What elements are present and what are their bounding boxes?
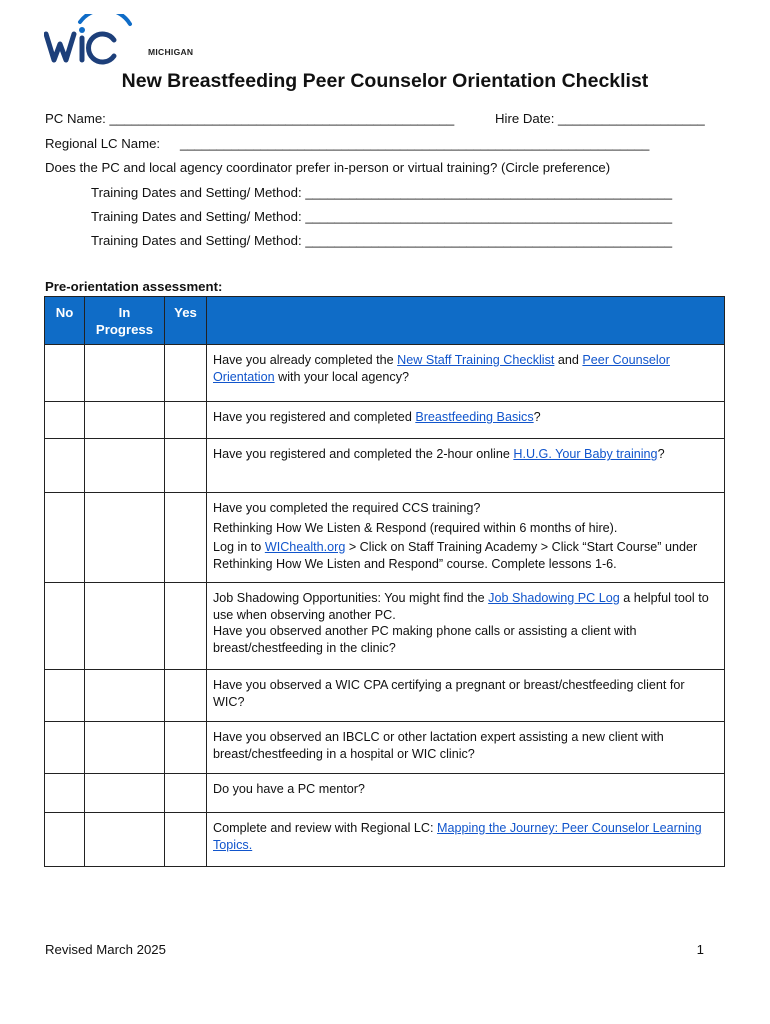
question-cell bbox=[207, 813, 725, 867]
header-in-progress-line-1: In bbox=[118, 305, 131, 320]
hire-date-field[interactable]: ____________________ bbox=[558, 111, 705, 126]
header-question bbox=[207, 297, 725, 345]
yes-checkbox-cell[interactable] bbox=[165, 670, 207, 722]
no-checkbox-cell[interactable] bbox=[45, 774, 85, 813]
question-cell bbox=[207, 583, 725, 670]
in-progress-checkbox-cell[interactable] bbox=[85, 774, 165, 813]
revised-date: Revised March 2025 bbox=[45, 942, 166, 957]
in-progress-checkbox-cell[interactable] bbox=[85, 583, 165, 670]
header-no: No bbox=[45, 297, 85, 345]
no-checkbox-cell[interactable] bbox=[45, 439, 85, 493]
question-text bbox=[213, 539, 718, 572]
in-progress-checkbox-cell[interactable] bbox=[85, 402, 165, 439]
training-label: Training Dates and Setting/ Method: bbox=[91, 185, 302, 200]
question-cell bbox=[207, 345, 725, 402]
in-progress-checkbox-cell[interactable] bbox=[85, 670, 165, 722]
question-cell: Have you observed a WIC CPA certifying a pregnant or breast/chestfeeding client for WIC? bbox=[207, 670, 725, 722]
question-text: Have you registered and completed bbox=[213, 410, 416, 424]
no-checkbox-cell[interactable] bbox=[45, 813, 85, 867]
no-checkbox-cell[interactable] bbox=[45, 402, 85, 439]
no-checkbox-cell[interactable] bbox=[45, 493, 85, 583]
training-line bbox=[91, 233, 672, 248]
in-progress-checkbox-cell[interactable] bbox=[85, 722, 165, 774]
yes-checkbox-cell[interactable] bbox=[165, 345, 207, 402]
question-text: ? bbox=[533, 410, 541, 424]
job-shadowing-pc-log-link[interactable]: Job Shadowing PC Log bbox=[488, 591, 620, 605]
question-text: Have you registered and completed the 2-hour online bbox=[213, 447, 514, 461]
question-text: Rethinking How We Listen & Respond (required within 6 months of hire). bbox=[213, 520, 618, 535]
regional-lc-field[interactable]: ________________________________________________________________ bbox=[180, 136, 650, 151]
question-text-part: Job Shadowing Opportunities: You might find the bbox=[213, 591, 489, 605]
yes-checkbox-cell[interactable] bbox=[165, 774, 207, 813]
pc-name-field[interactable]: _______________________________________________ bbox=[109, 111, 455, 126]
yes-checkbox-cell[interactable] bbox=[165, 439, 207, 493]
in-progress-checkbox-cell[interactable] bbox=[85, 813, 165, 867]
table-row bbox=[45, 493, 725, 583]
page-number: 1 bbox=[696, 942, 704, 957]
wichealth-link[interactable]: WIChealth.org bbox=[264, 540, 346, 554]
assessment-table bbox=[44, 296, 725, 867]
table-row bbox=[45, 722, 725, 774]
question-cell bbox=[207, 439, 725, 493]
question-text: Complete and review with Regional LC: bbox=[213, 821, 438, 835]
yes-checkbox-cell[interactable] bbox=[165, 813, 207, 867]
table-row bbox=[45, 813, 725, 867]
logo-subtext: MICHIGAN bbox=[148, 47, 194, 57]
header-in-progress bbox=[85, 297, 165, 345]
page-title: New Breastfeeding Peer Counselor Orientation Checklist bbox=[121, 70, 649, 92]
question-text: with your local agency? bbox=[274, 369, 410, 384]
training-field[interactable]: __________________________________________________ bbox=[305, 185, 673, 200]
breastfeeding-basics-link[interactable]: Breastfeeding Basics bbox=[415, 410, 534, 424]
question-text-part: Log in to bbox=[213, 540, 265, 554]
training-label: Training Dates and Setting/ Method: bbox=[91, 209, 302, 224]
table-row bbox=[45, 583, 725, 670]
question-text: and bbox=[554, 353, 583, 367]
training-field[interactable]: __________________________________________________ bbox=[305, 209, 673, 224]
no-checkbox-cell[interactable] bbox=[45, 583, 85, 670]
pc-name-label: PC Name: bbox=[45, 111, 106, 126]
yes-checkbox-cell[interactable] bbox=[165, 493, 207, 583]
training-line bbox=[91, 209, 672, 224]
new-staff-training-checklist-link[interactable]: New Staff Training Checklist bbox=[397, 353, 555, 367]
regional-lc-label: Regional LC Name: bbox=[45, 136, 161, 151]
header-yes: Yes bbox=[165, 297, 207, 345]
training-field[interactable]: __________________________________________________ bbox=[305, 233, 673, 248]
yes-checkbox-cell[interactable] bbox=[165, 722, 207, 774]
table-row bbox=[45, 774, 725, 813]
yes-checkbox-cell[interactable] bbox=[165, 583, 207, 670]
header-in-progress-line-2: Progress bbox=[95, 321, 154, 337]
no-checkbox-cell[interactable] bbox=[45, 345, 85, 402]
hire-date-line bbox=[495, 111, 705, 126]
hire-date-label: Hire Date: bbox=[495, 111, 555, 126]
in-progress-checkbox-cell[interactable] bbox=[85, 493, 165, 583]
in-progress-checkbox-cell[interactable] bbox=[85, 345, 165, 402]
preference-question: Does the PC and local agency coordinator prefer in-person or virtual training? (Circle preference) bbox=[45, 160, 611, 175]
question-text: Have you completed the required CCS training? bbox=[213, 501, 481, 515]
question-cell: Do you have a PC mentor? bbox=[207, 774, 725, 813]
table-row bbox=[45, 670, 725, 722]
question-text bbox=[213, 590, 718, 623]
wic-michigan-logo bbox=[44, 14, 194, 68]
question-text: Have you already completed the bbox=[213, 353, 398, 367]
no-checkbox-cell[interactable] bbox=[45, 670, 85, 722]
question-cell: Have you observed an IBCLC or other lactation expert assisting a new client with breast/chestfeeding in a hospital or WIC clinic? bbox=[207, 722, 725, 774]
in-progress-checkbox-cell[interactable] bbox=[85, 439, 165, 493]
peer-counselor-orientation-link[interactable]: Peer Counselor Orientation bbox=[213, 353, 670, 384]
table-row bbox=[45, 439, 725, 493]
table-row bbox=[45, 402, 725, 439]
wic-logo-mark-icon bbox=[44, 14, 148, 68]
training-label: Training Dates and Setting/ Method: bbox=[91, 233, 302, 248]
no-checkbox-cell[interactable] bbox=[45, 722, 85, 774]
table-row bbox=[45, 345, 725, 402]
question-text: Have you observed another PC making phone calls or assisting a client with breast/chestfeeding in the clinic? bbox=[213, 624, 637, 655]
hug-your-baby-link[interactable]: H.U.G. Your Baby training bbox=[513, 447, 658, 461]
section-title: Pre-orientation assessment: bbox=[45, 279, 223, 294]
table-header-row bbox=[45, 297, 725, 345]
question-text-part: a helpful tool to use when observing another PC. bbox=[213, 591, 709, 622]
question-text: ? bbox=[657, 447, 665, 461]
pc-name-line bbox=[45, 111, 454, 126]
question-cell bbox=[207, 493, 725, 583]
question-text-part: > Click on Staff Training Academy > Click “Start Course” under Rethinking How We Listen and Respond” course. Complete lessons 1-6. bbox=[213, 540, 698, 571]
training-line bbox=[91, 185, 672, 200]
yes-checkbox-cell[interactable] bbox=[165, 402, 207, 439]
mapping-the-journey-link[interactable]: Mapping the Journey: Peer Counselor Learning Topics. bbox=[213, 821, 702, 852]
question-cell bbox=[207, 402, 725, 439]
